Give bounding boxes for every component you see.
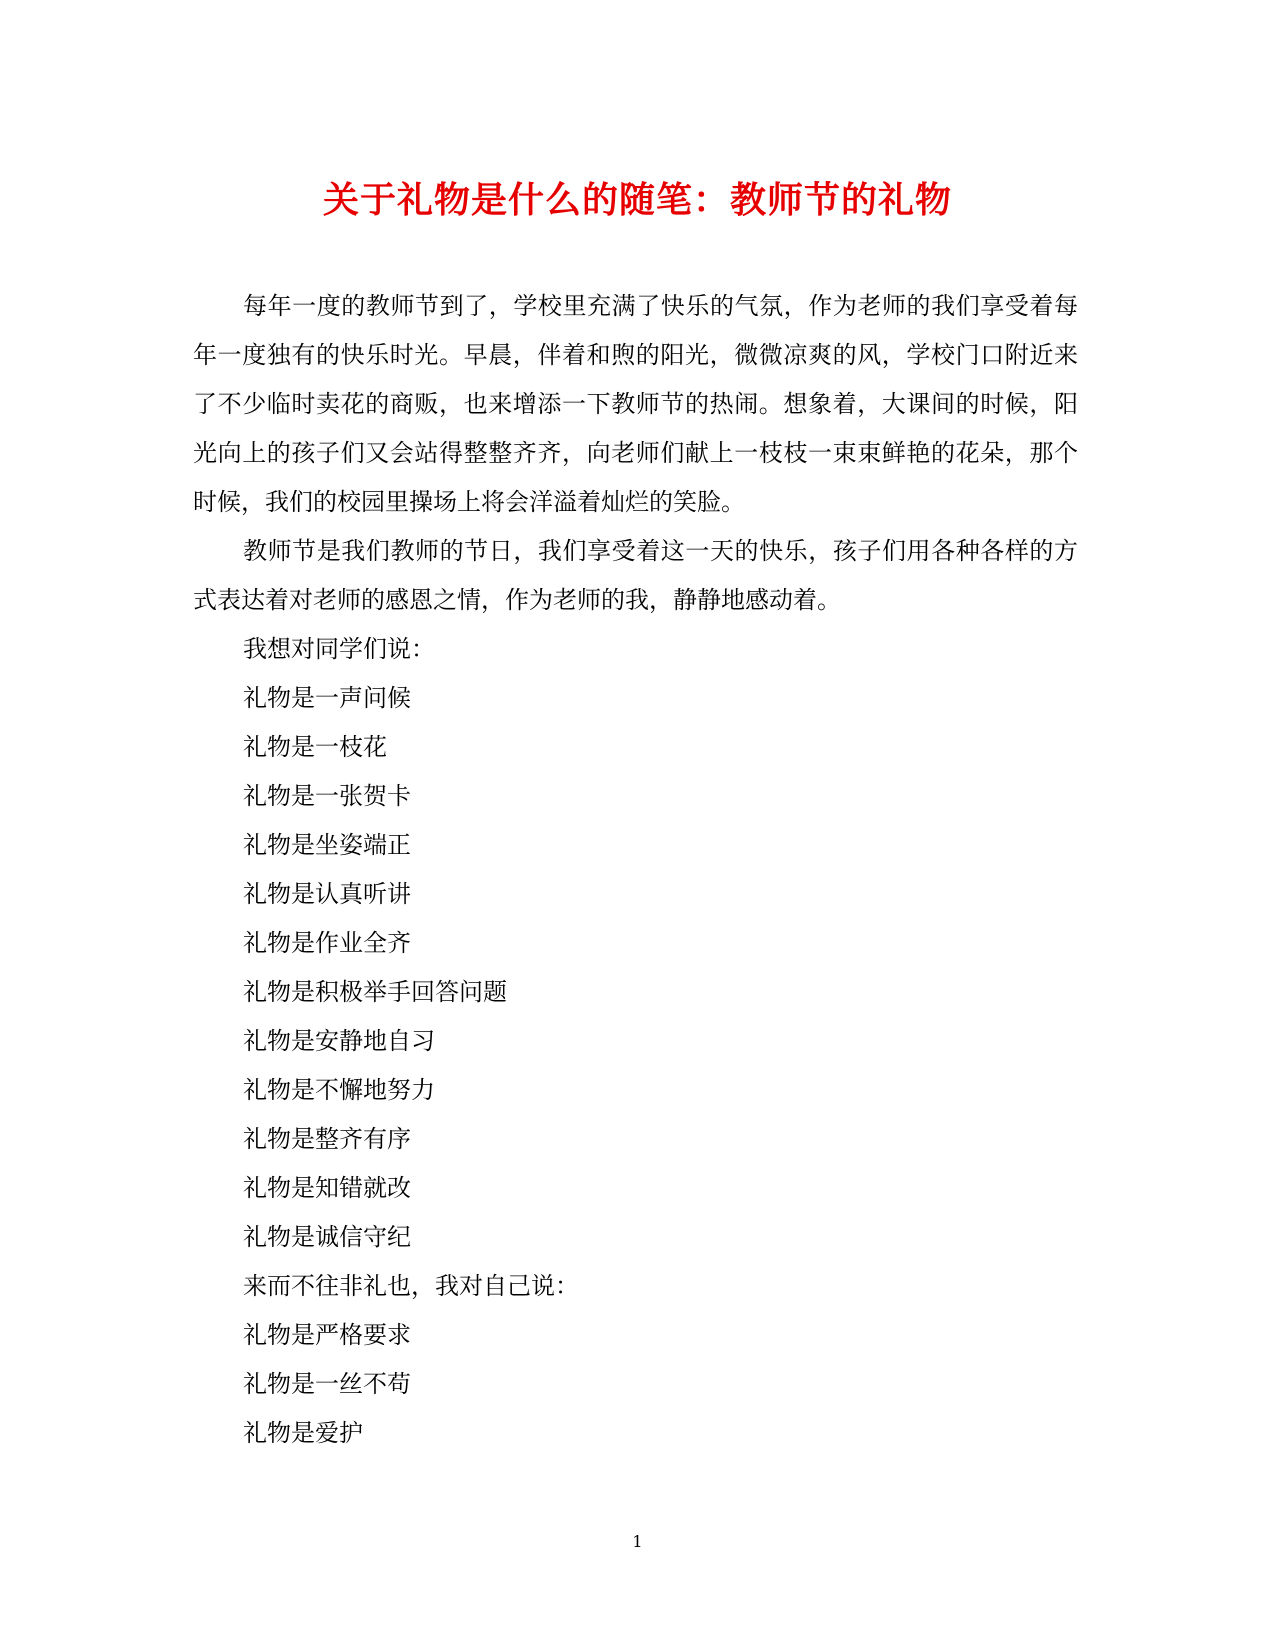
poem-line: 礼物是爱护 (243, 1419, 363, 1447)
poem-lines (193, 625, 1078, 1458)
poem-line: 礼物是积极举手回答问题 (243, 978, 507, 1006)
poem-line: 来而不往非礼也，我对自己说： (243, 1272, 579, 1300)
poem-line: 礼物是诚信守纪 (243, 1223, 411, 1251)
poem-line: 礼物是安静地自习 (243, 1027, 435, 1055)
poem-line: 礼物是整齐有序 (243, 1125, 411, 1153)
poem-line: 礼物是一声问候 (243, 684, 411, 712)
paragraph: 每年一度的教师节到了，学校里充满了快乐的气氛，作为老师的我们享受着每年一度独有的快乐时光。早晨，伴着和煦的阳光，微微凉爽的风，学校门口附近来了不少临时卖花的商贩，也来增添一下教师节的热闹。想象着，大课间的时候，阳光向上的孩子们又会站得整整齐齐，向老师们献上一枝枝一束束鲜艳的花朵，那个时候，我们的校园里操场上将会洋溢着灿烂的笑脸。 (193, 292, 1078, 516)
poem-line: 礼物是坐姿端正 (243, 831, 411, 859)
poem-line: 我想对同学们说： (243, 635, 435, 663)
poem-line: 礼物是严格要求 (243, 1321, 411, 1349)
poem-line: 礼物是一张贺卡 (243, 782, 411, 810)
poem-line: 礼物是一丝不苟 (243, 1370, 411, 1398)
poem-line: 礼物是作业全齐 (243, 929, 411, 957)
page-number: 1 (632, 1532, 643, 1551)
poem-line: 礼物是知错就改 (243, 1174, 411, 1202)
poem-line: 礼物是认真听讲 (243, 880, 411, 908)
poem-line: 礼物是不懈地努力 (243, 1076, 435, 1104)
document-body (193, 282, 1078, 1458)
paragraph: 教师节是我们教师的节日，我们享受着这一天的快乐，孩子们用各种各样的方式表达着对老师的感恩之情，作为老师的我，静静地感动着。 (193, 537, 1078, 614)
document-title: 关于礼物是什么的随笔：教师节的礼物 (322, 179, 952, 221)
poem-line: 礼物是一枝花 (243, 733, 387, 761)
